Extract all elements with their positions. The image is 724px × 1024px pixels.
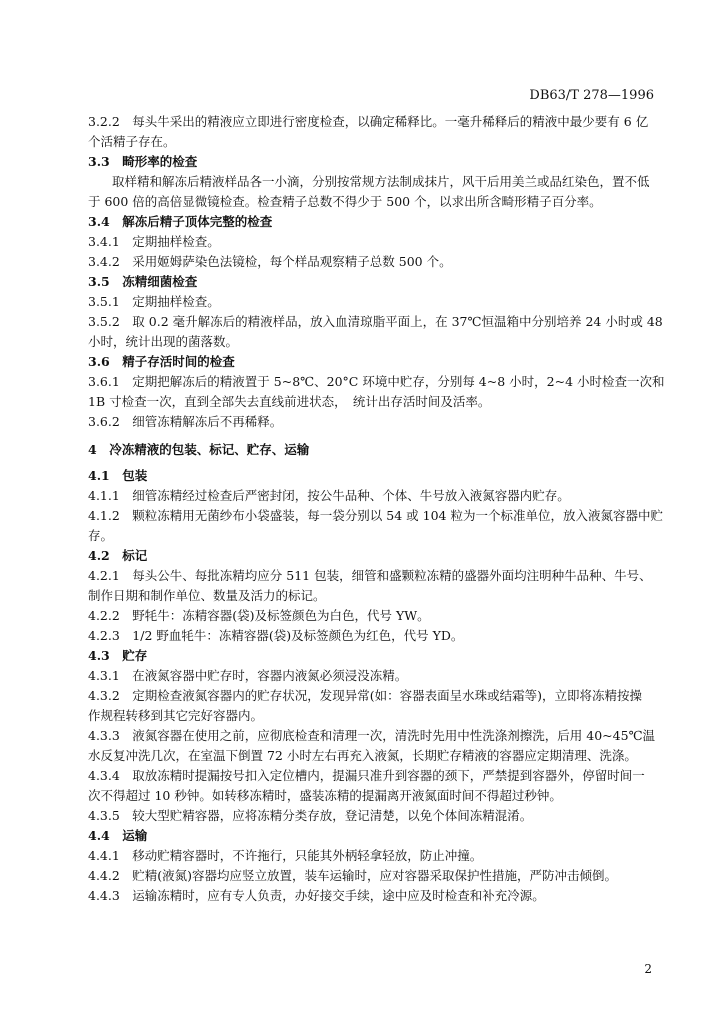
chapter-heading-4: 4 冷冻精液的包装、标记、贮存、运输 [88, 442, 310, 457]
page-number: 2 [644, 962, 652, 976]
clause-4-3-5: 4.3.5 较大型贮精容器，应将冻精分类存放，登记清楚，以免个体间冻精混淆。 [88, 808, 533, 823]
clause-4-2-1: 4.2.1 每头公牛、每批冻精均应分 511 包装，细管和盛颗粒冻精的盛器外面均注明种牛品种、牛号、 [88, 568, 652, 583]
document-code: DB63/T 278—1996 [529, 88, 654, 103]
clause-4-3-3: 4.3.3 液氮容器在使用之前，应彻底检查和清理一次，清洗时先用中性洗涤剂擦洗，后用 40~45℃温 [88, 728, 656, 743]
clause-3-6-1-cont: 1B 寸检查一次，直到全部失去直线前进状态， 统计出存活时间及活率。 [88, 394, 491, 409]
clause-4-3-2: 4.3.2 定期检查液氮容器内的贮存状况，发现异常(如：容器表面呈水珠或结霜等)，立即将冻精按操 [88, 688, 643, 703]
clause-3-6-2: 3.6.2 细管冻精解冻后不再稀释。 [88, 414, 283, 429]
section-heading-3-5: 3.5 冻精细菌检查 [88, 274, 198, 289]
clause-4-3-4: 4.3.4 取放冻精时提漏按号扣入定位槽内，提漏只准升到容器的颈下，严禁提到容器外，停留时间一 [88, 768, 645, 783]
clause-4-2-3: 4.2.3 1/2 野血牦牛：冻精容器(袋)及标签颜色为红色，代号 YD。 [88, 628, 464, 643]
clause-3-4-2: 3.4.2 采用姬姆萨染色法镜检，每个样品观察精子总数 500 个。 [88, 254, 452, 269]
paragraph-3-3-cont: 于 600 倍的高倍显微镜检查。检查精子总数不得少于 500 个，以求出所含畸形精子百分率。 [88, 194, 602, 209]
clause-3-2-2: 3.2.2 每头牛采出的精液应立即进行密度检查，以确定稀释比。一毫升稀释后的精液中最少要有 6 亿 [88, 114, 649, 129]
section-heading-4-4: 4.4 运输 [88, 828, 148, 843]
clause-3-4-1: 3.4.1 定期抽样检查。 [88, 234, 220, 249]
clause-3-5-2-cont: 小时，统计出现的菌落数。 [88, 334, 239, 349]
clause-3-5-2: 3.5.2 取 0.2 毫升解冻后的精液样品，放入血清琼脂平面上，在 37℃恒温箱中分别培养 24 小时或 48 [88, 314, 663, 329]
section-heading-3-3: 3.3 畸形率的检查 [88, 154, 198, 169]
clause-4-4-1: 4.4.1 移动贮精容器时，不许拖行，只能其外柄轻拿轻放，防止冲撞。 [88, 848, 483, 863]
clause-4-3-4-cont: 次不得超过 10 秒钟。如转移冻精时，盛装冻精的提漏离开液氮面时间不得超过秒钟。 [88, 788, 562, 803]
clause-4-1-2: 4.1.2 颗粒冻精用无菌纱布小袋盛装，每一袋分别以 54 或 104 粒为一个标准单位，放入液氮容器中贮 [88, 508, 663, 523]
clause-4-1-2-cont: 存。 [88, 528, 114, 543]
clause-4-4-3: 4.4.3 运输冻精时，应有专人负责，办好接交手续，途中应及时检查和补充冷源。 [88, 888, 545, 903]
clause-3-2-2-cont: 个活精子存在。 [88, 134, 176, 149]
clause-4-3-1: 4.3.1 在液氮容器中贮存时，容器内液氮必须浸没冻精。 [88, 668, 408, 683]
clause-3-5-1: 3.5.1 定期抽样检查。 [88, 294, 220, 309]
section-heading-4-2: 4.2 标记 [88, 548, 148, 563]
document-body [88, 112, 665, 906]
section-heading-4-1: 4.1 包装 [88, 468, 148, 483]
section-heading-4-3: 4.3 贮存 [88, 648, 148, 663]
clause-3-6-1: 3.6.1 定期把解冻后的精液置于 5~8℃、20°C 环境中贮存，分别每 4~8 小时，2~4 小时检查一次和 [88, 374, 665, 389]
section-heading-3-4: 3.4 解冻后精子顶体完整的检查 [88, 214, 273, 229]
clause-4-4-2: 4.4.2 贮精(液氮)容器均应竖立放置，装车运输时，应对容器采取保护性措施，严防冲击倾倒。 [88, 868, 618, 883]
clause-4-1-1: 4.1.1 细管冻精经过检查后严密封闭，按公牛品种、个体、牛号放入液氮容器内贮存。 [88, 488, 570, 503]
clause-4-2-2: 4.2.2 野牦牛：冻精容器(袋)及标签颜色为白色，代号 YW。 [88, 608, 430, 623]
paragraph-3-3: 取样精和解冻后精液样品各一小滴，分别按常规方法制成抹片，风干后用美兰或品红染色，置不低 [112, 174, 650, 189]
section-heading-3-6: 3.6 精子存活时间的检查 [88, 354, 235, 369]
clause-4-2-1-cont: 制作日期和制作单位、数量及活力的标记。 [88, 588, 326, 603]
clause-4-3-3-cont: 水反复冲洗几次，在室温下倒置 72 小时左右再充入液氮，长期贮存精液的容器应定期清理、洗涤。 [88, 748, 637, 763]
clause-4-3-2-cont: 作规程转移到其它完好容器内。 [88, 708, 264, 723]
